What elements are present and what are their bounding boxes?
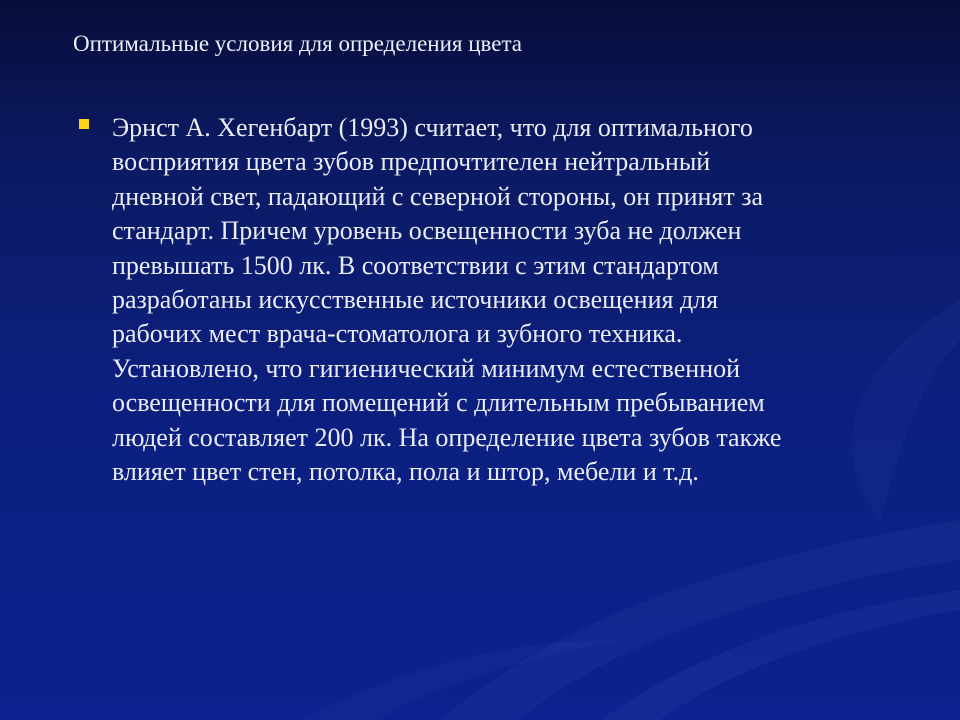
bullet-text: Эрнст А. Хегенбарт (1993) считает, что для оптимального восприятия цвета зубов предпочтителен нейтральный дневной свет, падающий с северной стороны, он принят за стандарт. Причем уровень освещенности зуба не должен превышать 1500 лк. В соответствии с этим стандартом разработаны искусственные источники освещения для рабочих мест врача-стоматолога и зубного техника. Установлено, что гигиенический минимум естественной освещенности для помещений с длительным пребыванием людей составляет 200 лк. На определение цвета зубов также влияет цвет стен, потолка, пола и штор, мебели и т.д. — [112, 113, 782, 487]
bullet-square-icon — [79, 119, 89, 129]
slide-title: Оптимальные условия для определения цвета — [73, 31, 523, 56]
